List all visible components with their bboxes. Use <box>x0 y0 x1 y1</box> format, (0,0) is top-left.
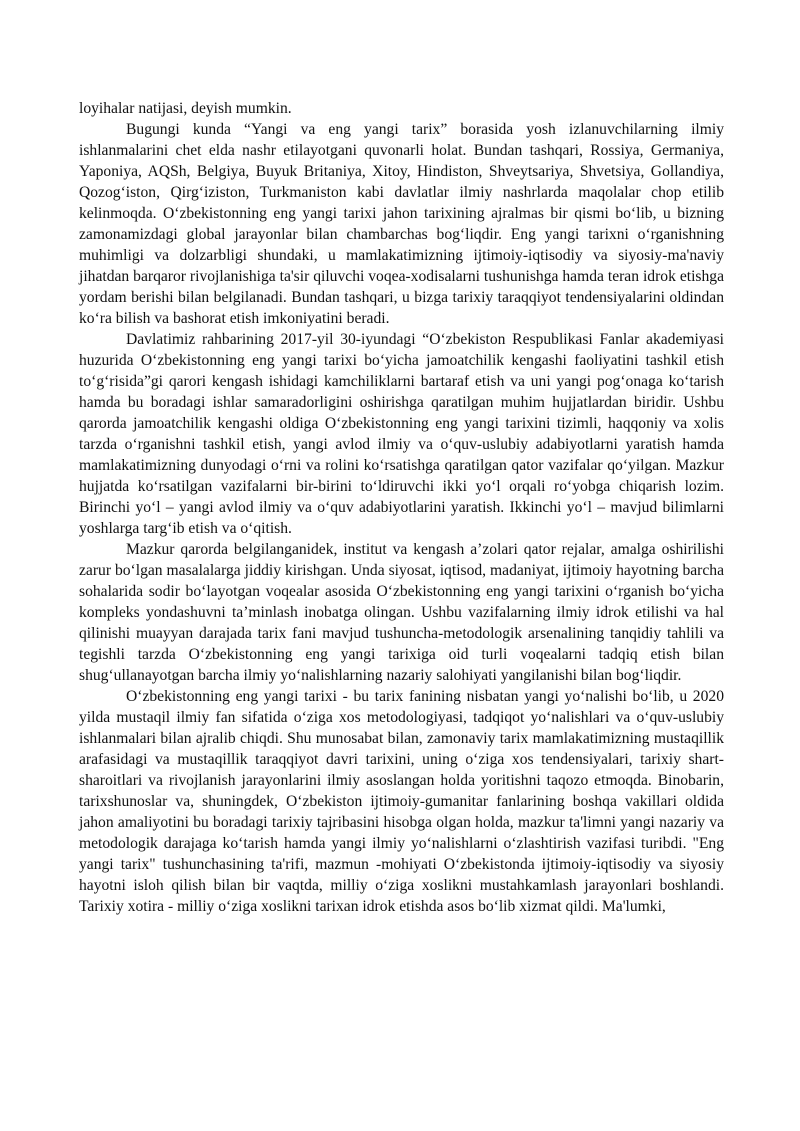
document-page <box>79 98 724 917</box>
paragraph-modern-history: O‘zbekistonning eng yangi tarixi - bu tarix fanining nisbatan yangi yo‘nalishi bo‘lib, u 2020 yilda mustaqil ilmiy fan sifatida o‘ziga xos metodologiyasi, tadqiqot yo‘nalishlari va o‘quv-uslubiy ishlanmalari bilan ajralib chiqdi. Shu munosabat bilan, zamonaviy tarix mamlakatimizning mustaqillik arafasidagi va mustaqillik taraqqiyot davri tarixini, uning o‘ziga xos tendensiyalari, tarixiy shart-sharoitlari va rivojlanish jarayonlarini ilmiy asoslangan holda yoritishni taqozo etmoqda. Binobarin, tarixshunoslar va, shuningdek, O‘zbekiston ijtimoiy-gumanitar fanlarining boshqa vakillari oldida jahon amaliyotini bu boradagi tarixiy tajribasini hisobga olgan holda, mazkur ta'limni yangi nazariy va metodologik darajaga ko‘tarish hamda yangi ilmiy yo‘nalishlarni o‘zlashtirish vazifasi turibdi. "Eng yangi tarix" tushunchasining ta'rifi, mazmun -mohiyati O‘zbekistonda ijtimoiy-iqtisodiy va siyosiy hayotni isloh qilish bilan bir vaqtda, milliy o‘ziga xoslikni mustahkamlash jarayonlari boshlandi. Tarixiy xotira - milliy o‘ziga xoslikni tarixan idrok etishda asos bo‘lib xizmat qildi. Ma'lumki, <box>79 688 724 915</box>
paragraph-continuation: loyihalar natijasi, deyish mumkin. <box>79 100 292 117</box>
paragraph-presidential-decree: Davlatimiz rahbarining 2017-yil 30-iyundagi “O‘zbekiston Respublikasi Fanlar akademiyasi huzurida O‘zbekistonning eng yangi tarixi bo‘yicha jamoatchilik kengashi faoliyatini tashkil etish to‘g‘risida”gi qarori kengash ishidagi kamchiliklarni bartaraf etish va uni yangi pog‘onaga ko‘tarish hamda bu boradagi ishlar samaradorligini oshirishga qaratilgan muhim hujjatlardan biridir. Ushbu qarorda jamoatchilik kengashi oldiga O‘zbekistonning eng yangi tarixini tizimli, haqqoniy va xolis tarzda o‘rganishni tashkil etish, yangi avlod ilmiy va o‘quv-uslubiy adabiyotlarni yaratish hamda mamlakatimizning dunyodagi o‘rni va rolini ko‘rsatishga qaratilgan qator vazifalar qo‘yilgan. Mazkur hujjatda ko‘rsatilgan vazifalarni bir-birini to‘ldiruvchi ikki yo‘l orqali ro‘yobga chiqarish lozim. Birinchi yo‘l – yangi avlod ilmiy va o‘quv adabiyotlarini yaratish. Ikkinchi yo‘l – mavjud bilimlarni yoshlarga targ‘ib etish va o‘qitish. <box>79 331 724 537</box>
paragraph-institute-council: Mazkur qarorda belgilanganidek, institut va kengash a’zolari qator rejalar, amalga oshirilishi zarur bo‘lgan masalalarga jiddiy kirishgan. Unda siyosat, iqtisod, madaniyat, ijtimoiy hayotning barcha sohalarida sodir bo‘layotgan voqealar asosida O‘zbekistonning eng yangi tarixini o‘rganish bo‘yicha kompleks yondashuvni ta’minlash inobatga olingan. Ushbu vazifalarning ilmiy idrok etilishi va hal qilinishi muayyan darajada tarix fani mavjud tushuncha-metodologik arsenalining tanqidiy tahlili va tegishli tarzda O‘zbekistonning eng yangi tarixiga oid turli voqealarni tadqiq etish bilan shug‘ullanayotgan barcha ilmiy yo‘nalishlarning nazariy salohiyati yangilanishi bilan bog‘liqdir. <box>79 541 724 684</box>
paragraph-research-abroad: Bugungi kunda “Yangi va eng yangi tarix” borasida yosh izlanuvchilarning ilmiy ishlanmalarini chet elda nashr etilayotgani quvonarli holat. Bundan tashqari, Rossiya, Germaniya, Yaponiya, AQSh, Belgiya, Buyuk Britaniya, Xitoy, Hindiston, Shveytsariya, Shvetsiya, Gollandiya, Qozog‘iston, Qirg‘iziston, Turkmaniston kabi davlatlar ilmiy nashrlarda maqolalar chop etilib kelinmoqda. O‘zbekistonning eng yangi tarixi jahon tarixining ajralmas bir qismi bo‘lib, u bizning zamonamizdagi global jarayonlar bilan chambarchas bog‘liqdir. Eng yangi tarixni o‘rganishning muhimligi va dolzarbligi shundaki, u mamlakatimizning ijtimoiy-iqtisodiy va siyosiy-ma'naviy jihatdan barqaror rivojlanishiga ta'sir qiluvchi voqea-xodisalarni tushunishga hamda teran idrok etishga yordam berishi bilan belgilanadi. Bundan tashqari, u bizga tarixiy taraqqiyot tendensiyalarini oldindan ko‘ra bilish va bashorat etish imkoniyatini beradi. <box>79 121 724 327</box>
